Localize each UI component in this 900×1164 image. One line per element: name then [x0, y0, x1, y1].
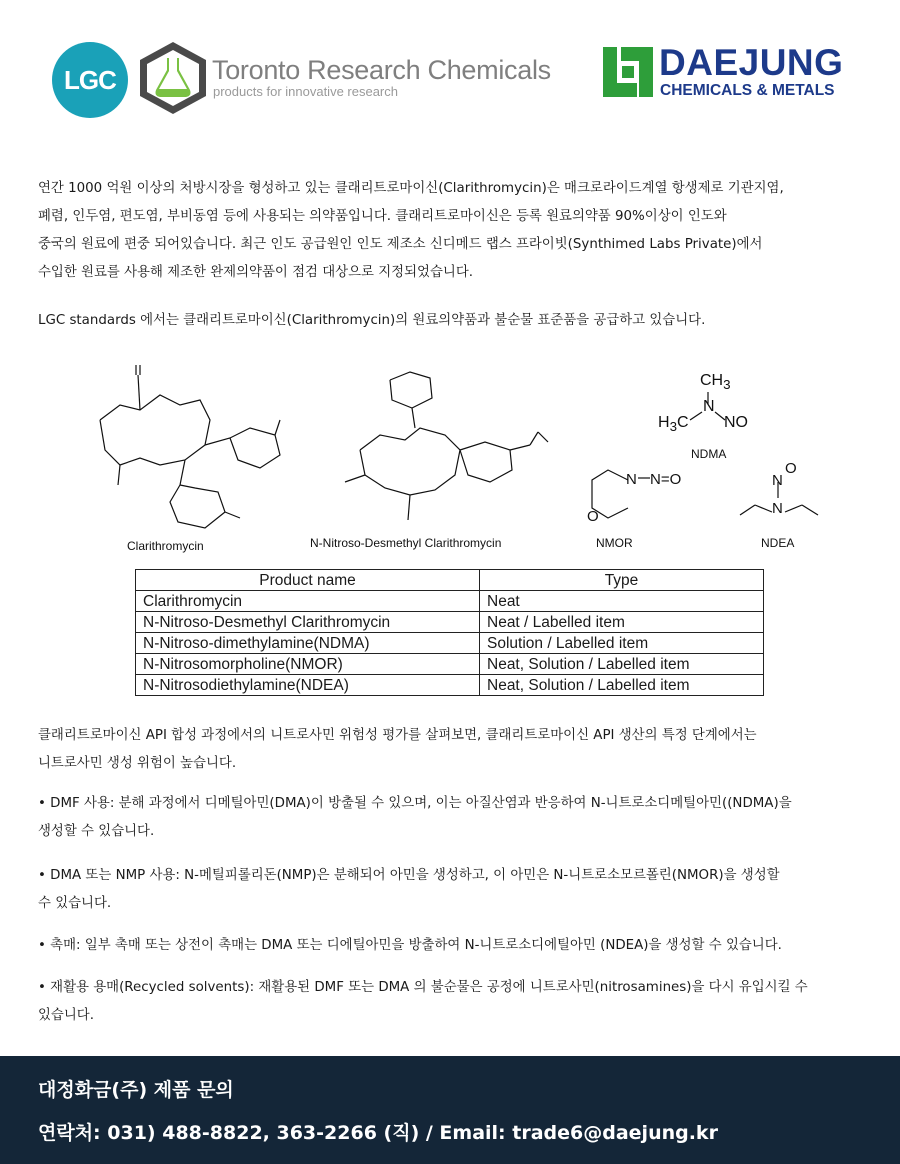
- product-name-cell: N-Nitroso-dimethylamine(NDMA): [136, 633, 480, 654]
- bullet-line: • DMF 사용: 분해 과정에서 디메틸아민(DMA)이 방출될 수 있으며, 이는 아질산염과 반응하여 N-니트로소디메틸아민((NDMA)을: [38, 796, 792, 811]
- footer-contact-banner: [0, 1056, 900, 1164]
- intro-line: 폐렴, 인두염, 편도염, 부비동염 등에 사용되는 의약품입니다. 클래리트로마이신은 등록 원료의약품 90%이상이 인도와: [38, 209, 727, 224]
- bullet-line: • 재활용 용매(Recycled solvents): 재활용된 DMF 또는 DMA 의 불순물은 공정에 니트로사민(nitrosamines)을 다시 유입시킬 수: [38, 980, 808, 995]
- ndea-o-label: O: [785, 460, 797, 477]
- product-type-cell: Neat, Solution / Labelled item: [480, 675, 764, 696]
- ndma-h3c-label: $H_3C$: [658, 414, 689, 435]
- bullet-dma-nmp: [38, 862, 868, 918]
- label-n-nitroso-desmethyl: N-Nitroso-Desmethyl Clarithromycin: [310, 536, 502, 550]
- daejung-company-name: DAEJUNG: [659, 42, 844, 83]
- risk-assessment-paragraph: [38, 722, 868, 778]
- product-type-cell: Solution / Labelled item: [480, 633, 764, 654]
- table-row: [136, 612, 764, 633]
- intro-line: 연간 1000 억원 이상의 처방시장을 형성하고 있는 클래리트로마이신(Clarithromycin)은 매크로라이드계열 항생제로 기관지염,: [38, 181, 784, 196]
- nmor-n-label: N: [626, 471, 637, 488]
- clarithromycin-structure: [100, 365, 280, 528]
- intro-paragraph: [38, 175, 868, 287]
- ndea-nitroso-n-label: N: [772, 472, 783, 489]
- daejung-logo-icon: [603, 47, 653, 97]
- intro-line: 중국의 원료에 편중 되어있습니다. 최근 인도 공급원인 인도 제조소 신디메드 랩스 프라이빗(Synthimed Labs Private)에서: [38, 237, 763, 252]
- intro-line: 수입한 원료를 사용해 제조한 완제의약품이 점검 대상으로 지정되었습니다.: [38, 265, 474, 280]
- footer-contact-info: 연락처: 031) 488-8822, 363-2266 (직) / Email: trade6@daejung.kr: [38, 1122, 718, 1144]
- header-product-name: Product name: [136, 570, 480, 591]
- bullet-dmf: [38, 790, 868, 846]
- lgc-logo: LGC: [52, 42, 128, 118]
- bullet-line: 수 있습니다.: [38, 896, 112, 911]
- ndea-n-label: N: [772, 500, 783, 517]
- label-ndea: NDEA: [761, 536, 795, 550]
- trc-tagline: products for innovative research: [213, 84, 398, 99]
- table-row: [136, 675, 764, 696]
- bullet-line: • 촉매: 일부 촉매 또는 상전이 촉매는 DMA 또는 디에틸아민을 방출하여 N-니트로소디에틸아민 (NDEA)을 생성할 수 있습니다.: [38, 938, 782, 953]
- risk-line: 클래리트로마이신 API 합성 과정에서의 니트로사민 위험성 평가를 살펴보면, 클래리트로마이신 API 생산의 특정 단계에서는: [38, 728, 757, 743]
- nmor-structure: [592, 470, 650, 518]
- table-row: [136, 591, 764, 612]
- supply-line: LGC standards 에서는 클래리트로마이신(Clarithromycin)의 원료의약품과 불순물 표준품을 공급하고 있습니다.: [38, 313, 706, 328]
- label-clarithromycin: Clarithromycin: [127, 539, 204, 553]
- bullet-line: 생성할 수 있습니다.: [38, 824, 155, 839]
- label-nmor: NMOR: [596, 536, 633, 550]
- product-type-cell: Neat, Solution / Labelled item: [480, 654, 764, 675]
- chemical-structures: [60, 350, 850, 560]
- ndma-n-label: N: [703, 398, 715, 415]
- ndma-ch3-label: $CH_3$: [700, 372, 731, 393]
- product-name-cell: N-Nitroso-Desmethyl Clarithromycin: [136, 612, 480, 633]
- bullet-recycled-solvents: [38, 974, 868, 1030]
- table-row: [136, 633, 764, 654]
- label-ndma: NDMA: [691, 447, 727, 461]
- bullet-line: 있습니다.: [38, 1008, 94, 1023]
- nmor-no-label: N=O: [650, 471, 682, 488]
- bullet-line: • DMA 또는 NMP 사용: N-메틸피롤리돈(NMP)은 분해되어 아민을 생성하고, 이 아민은 N-니트로소모르폴린(NMOR)을 생성할: [38, 868, 780, 883]
- ndma-no-label: NO: [724, 414, 748, 431]
- product-type-cell: Neat: [480, 591, 764, 612]
- header-type: Type: [480, 570, 764, 591]
- trc-flask-icon: [138, 40, 208, 116]
- bullet-catalyst: [38, 932, 868, 960]
- trc-company-name: Toronto Research Chemicals: [212, 55, 551, 85]
- supply-statement: [38, 307, 868, 335]
- product-name-cell: Clarithromycin: [136, 591, 480, 612]
- table-header-row: [136, 570, 764, 591]
- nmor-o-label: O: [587, 508, 599, 525]
- daejung-subtitle: CHEMICALS & METALS: [660, 82, 835, 99]
- header-logos: [0, 0, 900, 140]
- risk-line: 니트로사민 생성 위험이 높습니다.: [38, 756, 237, 771]
- product-name-cell: N-Nitrosomorpholine(NMOR): [136, 654, 480, 675]
- footer-title: 대정화금(주) 제품 문의: [38, 1079, 234, 1101]
- table-row: [136, 654, 764, 675]
- product-type-cell: Neat / Labelled item: [480, 612, 764, 633]
- product-name-cell: N-Nitrosodiethylamine(NDEA): [136, 675, 480, 696]
- structures-drawing: [60, 350, 850, 560]
- product-table: [135, 569, 764, 696]
- n-nitroso-desmethyl-clarithromycin-structure: [345, 372, 548, 520]
